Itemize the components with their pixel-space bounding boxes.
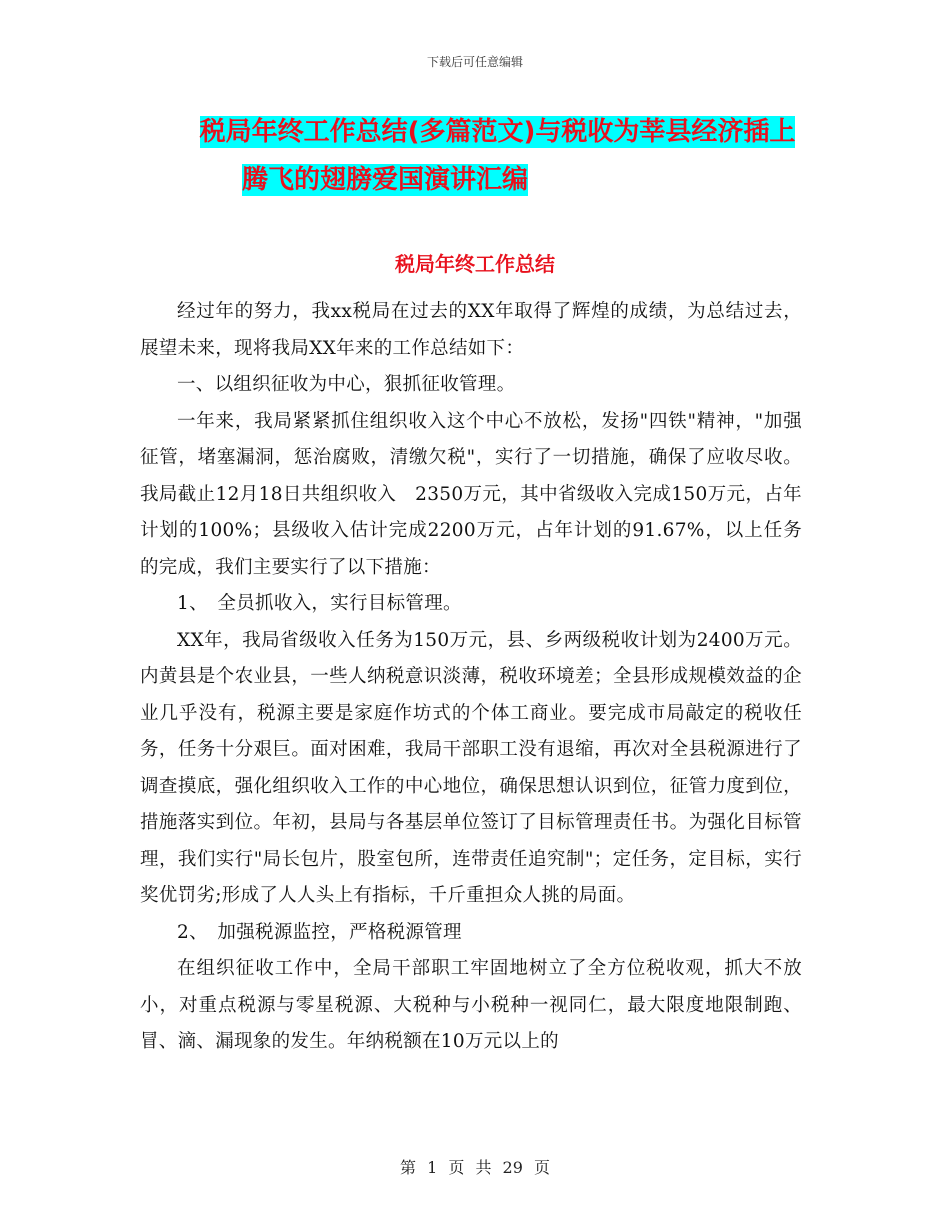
document-title	[0, 108, 950, 204]
heading-measure-2: 2、 加强税源监控，严格税源管理	[177, 921, 462, 943]
header-note: 下载后可任意编辑	[426, 55, 523, 69]
heading-measure-1: 1、 全员抓收入，实行目标管理。	[177, 593, 462, 614]
heading-section-1: 一、以组织征收为中心，狠抓征收管理。	[177, 374, 516, 395]
document-body	[140, 294, 802, 1061]
section-title: 税局年终工作总结	[395, 252, 555, 276]
paragraph-tax-source-monitoring: 在组织征收工作中，全局干部职工牢固地树立了全方位税收观，抓大不放小，对重点税源与零星税源、大税种与小税种一视同仁，最大限度地限制跑、冒、滴、漏现象的发生。年纳税额在10万元以上的	[140, 958, 802, 1052]
page-footer: 第 1 页 共 29 页	[400, 1158, 550, 1177]
paragraph-revenue-summary: 一年来，我局紧紧抓住组织收入这个中心不放松，发扬"四铁"精神，"加强征管，堵塞漏洞，惩治腐败，清缴欠税"，实行了一切措施，确保了应收尽收。我局截止12月18日共组织收入 2350万元，其中省级收入完成150万元，占年计划的100%；县级收入估计完成2200万元，占年计划的91.67%，以上任务的完成，我们主要实行了以下措施：	[140, 410, 802, 578]
document-title-line-1: 税局年终工作总结(多篇范文)与税收为莘县经济插上	[199, 117, 796, 147]
paragraph-intro: 经过年的努力，我xx税局在过去的XX年取得了辉煌的成绩，为总结过去，展望未来，现将我局XX年来的工作总结如下：	[140, 301, 802, 359]
paragraph-target-management: XX年，我局省级收入任务为150万元，县、乡两级税收计划为2400万元。内黄县是个农业县，一些人纳税意识淡薄，税收环境差；全县形成规模效益的企业几乎没有，税源主要是家庭作坊式的个体工商业。要完成市局敲定的税收任务，任务十分艰巨。面对困难，我局干部职工没有退缩，再次对全县税源进行了调查摸底，强化组织收入工作的中心地位，确保思想认识到位，征管力度到位，措施落实到位。年初，县局与各基层单位签订了目标管理责任书。为强化目标管理，我们实行"局长包片，股室包所，连带责任追究制"；定任务，定目标，实行奖优罚劣;形成了人人头上有指标，千斤重担众人挑的局面。	[140, 629, 802, 906]
document-title-line-2: 腾飞的翅膀爱国演讲汇编	[241, 165, 528, 195]
